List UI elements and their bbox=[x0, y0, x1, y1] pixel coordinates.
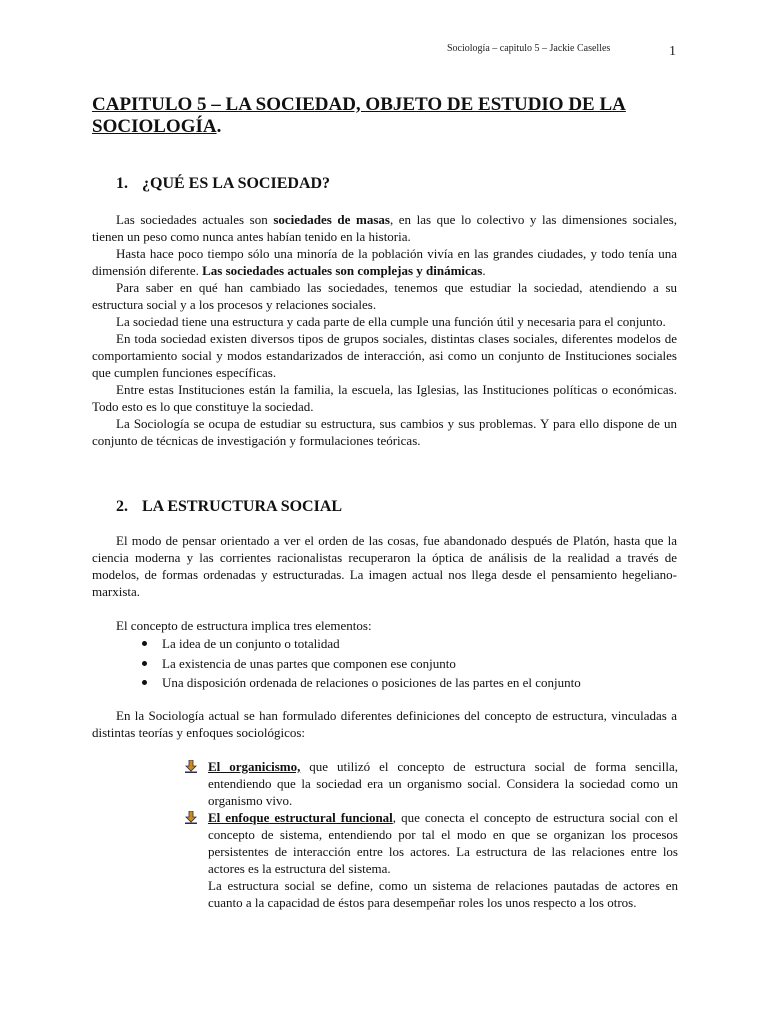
chapter-title bbox=[92, 94, 692, 138]
section-heading-1 bbox=[116, 174, 330, 194]
section-1-body bbox=[92, 211, 677, 449]
structure-elements-list bbox=[140, 634, 581, 693]
list-item bbox=[140, 634, 581, 654]
chapter-title-period: . bbox=[216, 116, 222, 137]
section-heading-2 bbox=[116, 497, 342, 517]
paragraph-intro: El concepto de estructura implica tres elementos: bbox=[116, 618, 372, 633]
list-item-text: La idea de un conjunto o totalidad bbox=[162, 636, 340, 651]
paragraph: En toda sociedad existen diversos tipos de grupos sociales, distintas clases sociales, diferentes modelos de comportamiento social y modos estandarizados de interacción, asi como un conjunto de Instituciones sociales que cumplen funciones específicas. bbox=[92, 331, 677, 380]
list-item-text: La existencia de unas partes que componen ese conjunto bbox=[162, 655, 456, 671]
down-arrow-bullet-icon bbox=[184, 760, 198, 773]
paragraph bbox=[92, 245, 677, 279]
definition-enfoque-estructural bbox=[184, 809, 678, 877]
list-item-text: Una disposición ordenada de relaciones o posiciones de las partes en el conjunto bbox=[162, 675, 581, 690]
definitions-list bbox=[184, 758, 678, 911]
bullet-icon bbox=[142, 680, 147, 685]
definition-extra-paragraph: La estructura social se define, como un sistema de relaciones pautadas de actores en cuanto a la capacidad de éstos para desempeñar roles los unos respecto a los otros. bbox=[208, 878, 678, 910]
text-span: Hasta hace poco tiempo sólo una minoría de la población vivía en las grandes ciudades, y todo tenía una dimensión diferente. bbox=[92, 246, 677, 278]
definition-text: que utilizó el concepto de estructura social de forma sencilla, entendiendo que la sociedad era un organismo social. Considera la sociedad como un organismo vivo. bbox=[208, 759, 678, 808]
running-header: Sociología – capitulo 5 – Jackie Caselles bbox=[447, 43, 611, 54]
bold-term: Las sociedades actuales son complejas y dinámicas bbox=[202, 263, 483, 278]
section-number-1: 1. bbox=[116, 175, 128, 192]
definition-term: El organicismo, bbox=[208, 759, 301, 774]
paragraph bbox=[92, 211, 677, 245]
section-title-1: ¿QUÉ ES LA SOCIEDAD? bbox=[142, 175, 331, 192]
paragraph: La Sociología se ocupa de estudiar su estructura, sus cambios y sus problemas. Y para ello dispone de un conjunto de técnicas de investigación y formulaciones teóricas. bbox=[92, 416, 677, 448]
chapter-title-text: CAPITULO 5 – LA SOCIEDAD, OBJETO DE ESTUDIO DE LA SOCIOLOGÍA bbox=[92, 94, 626, 137]
paragraph: Para saber en qué han cambiado las sociedades, tenemos que estudiar la sociedad, atendiendo a su estructura social y a los procesos y relaciones sociales. bbox=[92, 280, 677, 312]
text-span: Las sociedades actuales son bbox=[116, 212, 274, 227]
section-number-2: 2. bbox=[116, 498, 128, 515]
paragraph: Entre estas Instituciones están la familia, la escuela, las Iglesias, las Instituciones políticas o económicas. Todo esto es lo que constituye la sociedad. bbox=[92, 382, 677, 414]
bold-term: sociedades de masas bbox=[273, 212, 390, 227]
paragraph: En la Sociología actual se han formulado diferentes definiciones del concepto de estructura, vinculadas a distintas teorías y enfoques sociológicos: bbox=[92, 708, 677, 740]
bullet-icon bbox=[142, 641, 147, 646]
definition-organicismo bbox=[184, 758, 678, 809]
paragraph: El modo de pensar orientado a ver el orden de las cosas, fue abandonado después de Platón, hasta que la ciencia moderna y las corrientes racionalistas recuperaron la óptica de análisis de la realidad a través de modelos, de formas ordenadas y estructuradas. La imagen actual nos llega desde el pensamiento hegeliano-marxista. bbox=[92, 533, 677, 599]
page-number: 1 bbox=[669, 44, 676, 59]
down-arrow-bullet-icon bbox=[184, 811, 198, 824]
list-item bbox=[140, 654, 581, 674]
definition-text: , que conecta el concepto de estructura social con el concepto de sistema, entendiendo por tal el modo en que se organizan los procesos persistentes de interacción entre los actores. La estructura de las relaciones entre los actores es la estructura del sistema. bbox=[208, 810, 678, 876]
list-item bbox=[140, 673, 581, 693]
paragraph: La sociedad tiene una estructura y cada parte de ella cumple una función útil y necesaria para el conjunto. bbox=[116, 314, 666, 329]
text-span: , en las que lo colectivo y las dimensiones sociales, tienen un peso como nunca antes habían tenido en la historia. bbox=[92, 212, 677, 244]
section-2-body bbox=[92, 532, 677, 634]
definition-term: El enfoque estructural funcional bbox=[208, 810, 393, 825]
section-title-2: LA ESTRUCTURA SOCIAL bbox=[142, 498, 343, 515]
section-2-body-continued bbox=[92, 707, 677, 741]
bullet-icon bbox=[142, 661, 147, 666]
text-span: . bbox=[482, 263, 486, 278]
